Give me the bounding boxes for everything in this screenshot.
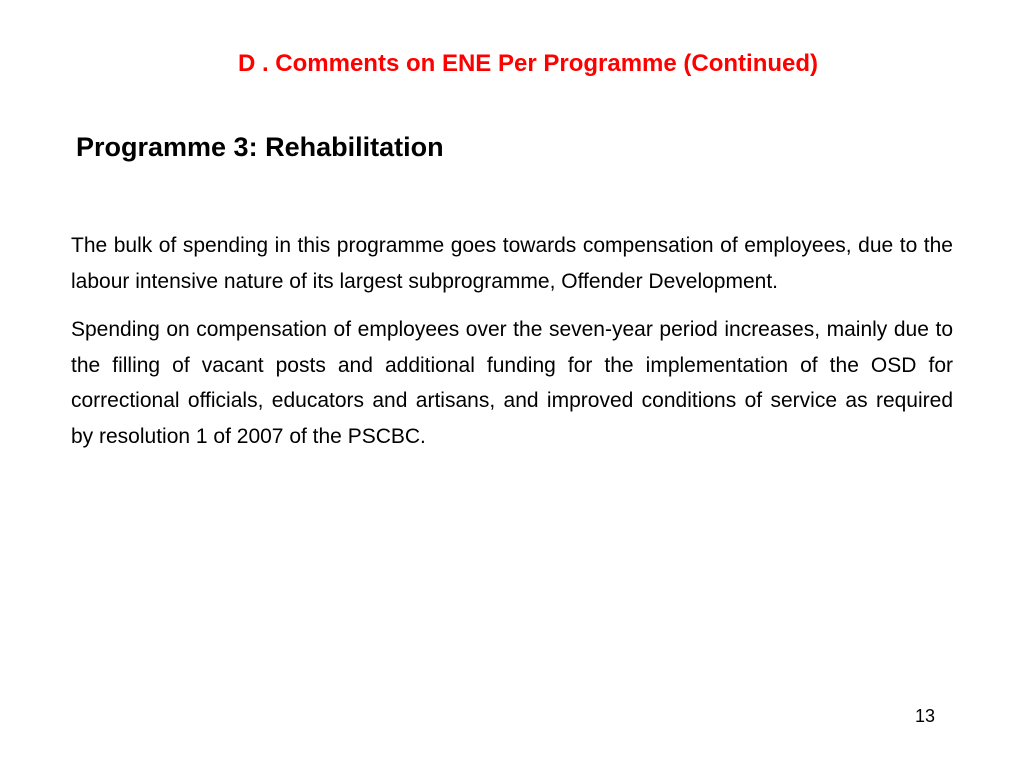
section-heading: Programme 3: Rehabilitation <box>76 132 444 162</box>
paragraph-compensation-increase: Spending on compensation of employees over the seven-year period increases, mainly due to the filling of vacant posts and additional funding for the implementation of the OSD for correctional officials, educators and artisans, and improved conditions of service as required by resolution 1 of 2007 of the PSCBC. <box>71 318 953 448</box>
body-text <box>71 228 953 467</box>
page-number: 13 <box>914 706 936 726</box>
paragraph-compensation-bulk: The bulk of spending in this programme goes towards compensation of employees, due to the labour intensive nature of its largest subprogramme, Offender Development. <box>71 234 953 293</box>
slide-title: D . Comments on ENE Per Programme (Continued) <box>237 50 819 77</box>
